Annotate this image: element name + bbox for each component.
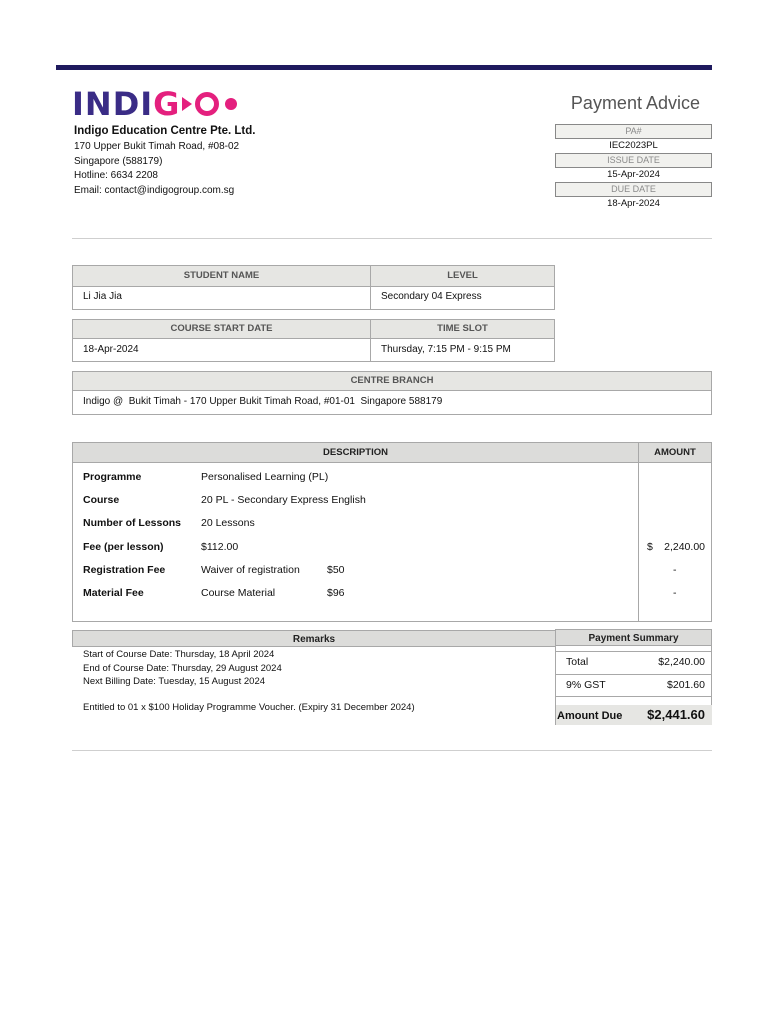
divider: [72, 750, 712, 751]
course-start-value: 18-Apr-2024: [83, 344, 139, 355]
summary-divider: [556, 651, 712, 652]
summary-gst: 9% GST $201.60: [566, 679, 705, 691]
table-divider: [73, 286, 554, 287]
student-name-header: STUDENT NAME: [73, 266, 370, 286]
company-info: [74, 124, 255, 198]
level-header: LEVEL: [371, 266, 554, 286]
amount-header: AMOUNT: [639, 443, 711, 462]
material-amount: -: [673, 587, 677, 599]
header-bar: [56, 65, 712, 70]
remark-start-date: Start of Course Date: Thursday, 18 April 2024: [83, 649, 275, 660]
issue-date-value: 15-Apr-2024: [607, 169, 660, 180]
table-divider: [73, 338, 554, 339]
student-table: [72, 265, 555, 310]
table-divider: [73, 462, 711, 463]
document-meta: [555, 124, 712, 211]
time-slot-value: Thursday, 7:15 PM - 9:15 PM: [381, 344, 511, 355]
remarks-lines: [83, 648, 282, 689]
company-address-line1: 170 Upper Bukit Timah Road, #08-02: [74, 141, 240, 152]
due-date-label: DUE DATE: [555, 182, 712, 197]
logo-ring-icon: [195, 92, 219, 116]
description-table: DESCRIPTION AMOUNT Programme Personalised Learning (PL) Course 20 PL - Secondary Express English Number of Lessons 20 Lessons Fee (per lesson) $112.00 Registration Fee Waiver of registration $50 Material Fee Course Material $96 $ 2,240.00 - -: [72, 442, 712, 622]
remark-voucher: Entitled to 01 x $100 Holiday Programme Voucher. (Expiry 31 December 2024): [83, 702, 415, 713]
company-email: Email: contact@indigogroup.com.sg: [74, 184, 235, 196]
course-start-header: COURSE START DATE: [73, 320, 370, 338]
summary-divider: [556, 696, 712, 697]
remark-end-date: End of Course Date: Thursday, 29 August 2024: [83, 662, 282, 674]
table-divider: [370, 320, 371, 361]
pa-number-label: PA#: [555, 124, 712, 139]
payment-summary-header: Payment Summary: [555, 629, 712, 646]
remark-next-billing: Next Billing Date: Tuesday, 15 August 2024: [83, 676, 266, 687]
description-header: DESCRIPTION: [73, 443, 638, 462]
summary-amount-due: Amount Due $2,441.60: [556, 705, 712, 725]
company-address-line2: Singapore (588179): [74, 155, 163, 167]
logo-arrow-icon: [182, 97, 192, 111]
logo-dot-icon: [225, 98, 237, 110]
company-name: Indigo Education Centre Pte. Ltd.: [74, 125, 256, 137]
summary-total: Total $2,240.00: [566, 656, 705, 668]
registration-amount: -: [673, 564, 677, 576]
company-hotline: Hotline: 6634 2208: [74, 170, 158, 181]
table-divider: [73, 390, 711, 391]
schedule-table: [72, 319, 555, 362]
divider: [72, 238, 712, 239]
issue-date-label: ISSUE DATE: [555, 153, 712, 168]
time-slot-header: TIME SLOT: [371, 320, 554, 338]
fee-amount: $ 2,240.00: [647, 541, 705, 553]
indigo-logo: INDI G: [72, 86, 237, 122]
level-value: Secondary 04 Express: [381, 291, 482, 302]
table-divider: [370, 266, 371, 309]
student-name-value: Li Jia Jia: [83, 291, 122, 302]
branch-table: [72, 371, 712, 415]
centre-branch-header: CENTRE BRANCH: [73, 372, 711, 390]
document-title: Payment Advice: [570, 93, 700, 113]
due-date-value: 18-Apr-2024: [607, 198, 660, 209]
centre-branch-value: Indigo @ Bukit Timah - 170 Upper Bukit Timah Road, #01-01 Singapore 588179: [83, 396, 443, 407]
summary-divider: [556, 674, 712, 675]
pa-number-value: IEC2023PL: [609, 140, 658, 151]
remarks-header: Remarks: [72, 630, 556, 647]
